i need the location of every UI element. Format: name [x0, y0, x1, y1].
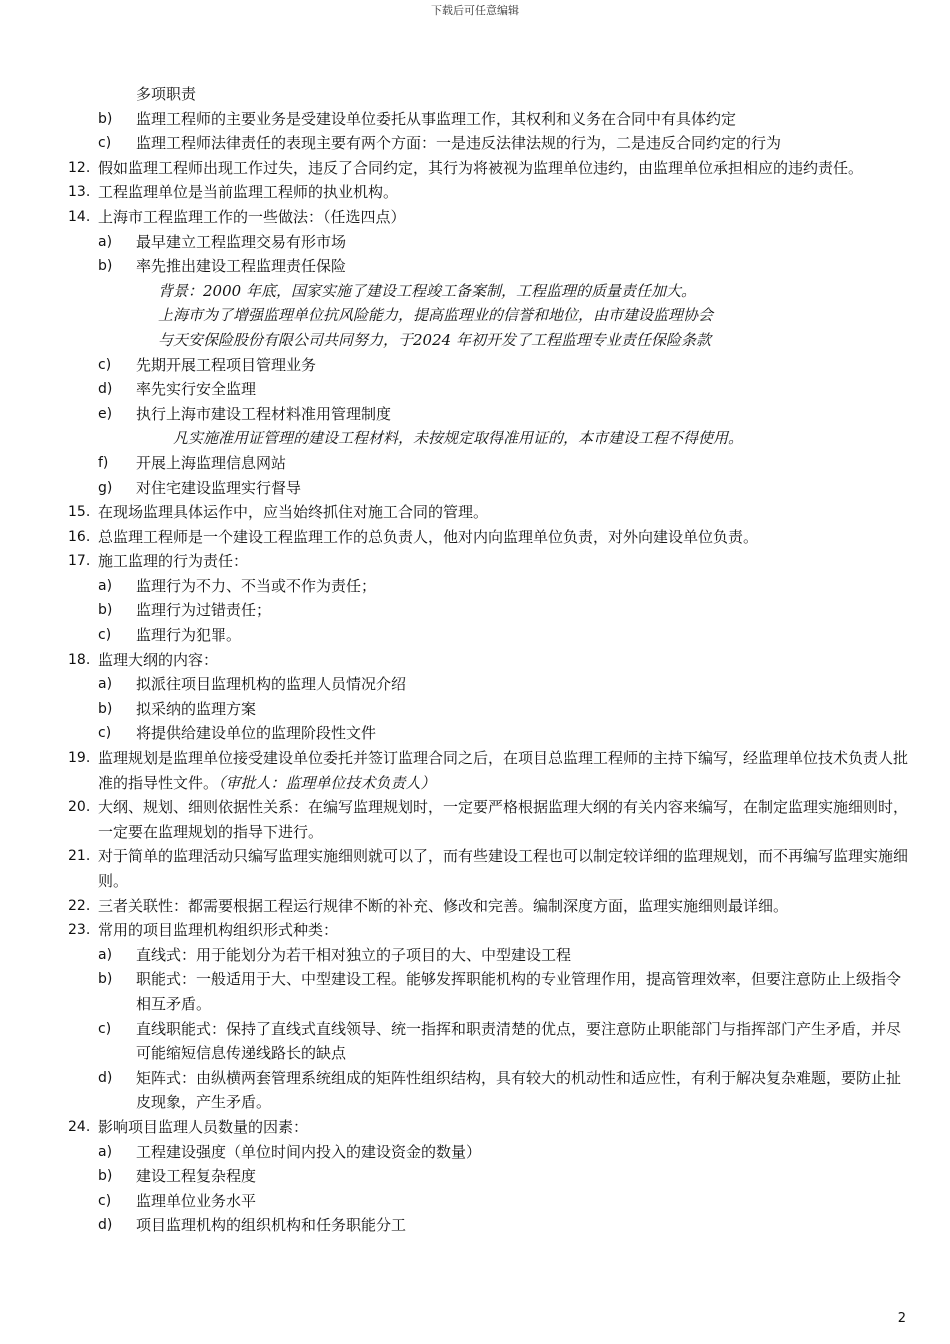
sub-item-a: a) 工程建设强度（单位时间内投入的建设资金的数量）: [98, 1142, 482, 1161]
sub-item-b: b) 拟采纳的监理方案: [98, 699, 257, 718]
sub-item-a: a) 最早建立工程监理交易有形市场: [98, 232, 347, 251]
sub-item-c: c) 监理行为犯罪。: [98, 626, 242, 645]
sub-item-c: c) 直线职能式：保持了直线式直线领导、统一指挥和职责清楚的优点，要注意防止职能部门与指挥部门产生矛盾，并尽可能缩短信息传递线路长的缺点: [98, 1019, 902, 1063]
sub-item-d: d) 矩阵式：由纵横两套管理系统组成的矩阵性组织结构，具有较大的机动性和适应性，有利于解决复杂难题，要防止扯皮现象，产生矛盾。: [98, 1068, 902, 1112]
sub-item-c: c) 监理单位业务水平: [98, 1191, 257, 1210]
list-item-14: 14. 上海市工程监理工作的一些做法：（任选四点）: [68, 207, 406, 226]
italic-note: 与天安保险股份有限公司共同努力，于2024 年初开发了工程监理专业责任保险条款: [158, 330, 711, 349]
italic-note: 背景：2000 年底，国家实施了建设工程竣工备案制，工程监理的质量责任加大。: [158, 281, 696, 300]
page-number: 2: [897, 1311, 906, 1326]
list-item-19: 19. 监理规划是监理单位接受建设单位委托并签订监理合同之后，在项目总监理工程师的主持下编写，经监理单位技术负责人批准的指导性文件。（审批人：监理单位技术负责人）: [68, 749, 909, 792]
list-item-12: 12. 假如监理工程师出现工作过失，违反了合同约定，其行为将被视为监理单位违约，由监理单位承担相应的违约责任。: [68, 158, 864, 177]
sub-item-c: c) 监理工程师法律责任的表现主要有两个方面：一是违反法律法规的行为，二是违反合同约定的行为: [98, 134, 782, 153]
sub-item-c: c) 先期开展工程项目管理业务: [98, 355, 317, 374]
sub-item-b: b) 职能式：一般适用于大、中型建设工程。能够发挥职能机构的专业管理作用，提高管理效率，但要注意防止上级指令相互矛盾。: [98, 970, 902, 1013]
list-item-23: 23. 常用的项目监理机构组织形式种类：: [68, 921, 339, 940]
sub-item-a: a) 监理行为不力、不当或不作为责任；: [98, 576, 377, 595]
sub-item-b: b) 监理行为过错责任；: [98, 601, 272, 620]
italic-note: 凡实施准用证管理的建设工程材料，未按规定取得准用证的，本市建设工程不得使用。: [173, 429, 744, 448]
list-item-22: 22. 三者关联性：都需要根据工程运行规律不断的补充、修改和完善。编制深度方面，监理实施细则最详细。: [68, 896, 789, 915]
list-item-15: 15. 在现场监理具体运作中，应当始终抓住对施工合同的管理。: [68, 503, 489, 522]
list-item-13: 13. 工程监理单位是当前监理工程师的执业机构。: [68, 183, 399, 202]
list-item-18: 18. 监理大纲的内容：: [68, 650, 219, 669]
italic-note: 上海市为了增强监理单位抗风险能力，提高监理业的信誉和地位，由市建设监理协会: [158, 306, 714, 325]
sub-item-e: e) 执行上海市建设工程材料准用管理制度: [98, 404, 392, 423]
sub-item-g: g) 对住宅建设监理实行督导: [98, 478, 302, 497]
sub-item-f: f) 开展上海监理信息网站: [98, 453, 287, 472]
page-header: 下载后可任意编辑: [431, 4, 519, 17]
approver-note: （审批人：监理单位技术负责人）: [218, 773, 436, 792]
sub-item-d: d) 项目监理机构的组织机构和任务职能分工: [98, 1216, 407, 1235]
sub-item-b: b) 建设工程复杂程度: [98, 1167, 257, 1186]
sub-item-a: a) 拟派往项目监理机构的监理人员情况介绍: [98, 675, 407, 694]
list-item-21: 21. 对于简单的监理活动只编写监理实施细则就可以了，而有些建设工程也可以制定较详细的监理规划，而不再编写监理实施细则。: [68, 847, 909, 890]
sub-item-b: b) 监理工程师的主要业务是受建设单位委托从事监理工作，其权利和义务在合同中有具体约定: [98, 109, 737, 128]
sub-item-c: c) 将提供给建设单位的监理阶段性文件: [98, 724, 377, 743]
continuation-text: 多项职责: [136, 85, 197, 103]
sub-item-d: d) 率先实行安全监理: [98, 380, 257, 399]
list-item-16: 16. 总监理工程师是一个建设工程监理工作的总负责人，他对内向监理单位负责，对外向建设单位负责。: [68, 527, 759, 546]
list-item-17: 17. 施工监理的行为责任：: [68, 552, 249, 571]
list-item-20: 20. 大纲、规划、细则依据性关系：在编写监理规划时，一定要严格根据监理大纲的有关内容来编写，在制定监理实施细则时，一定要在监理规划的指导下进行。: [68, 798, 909, 841]
sub-item-b: b) 率先推出建设工程监理责任保险: [98, 257, 347, 276]
sub-item-a: a) 直线式：用于能划分为若干相对独立的子项目的大、中型建设工程: [98, 945, 572, 964]
list-item-24: 24. 影响项目监理人员数量的因素：: [68, 1117, 309, 1136]
document-body: [68, 82, 908, 1238]
